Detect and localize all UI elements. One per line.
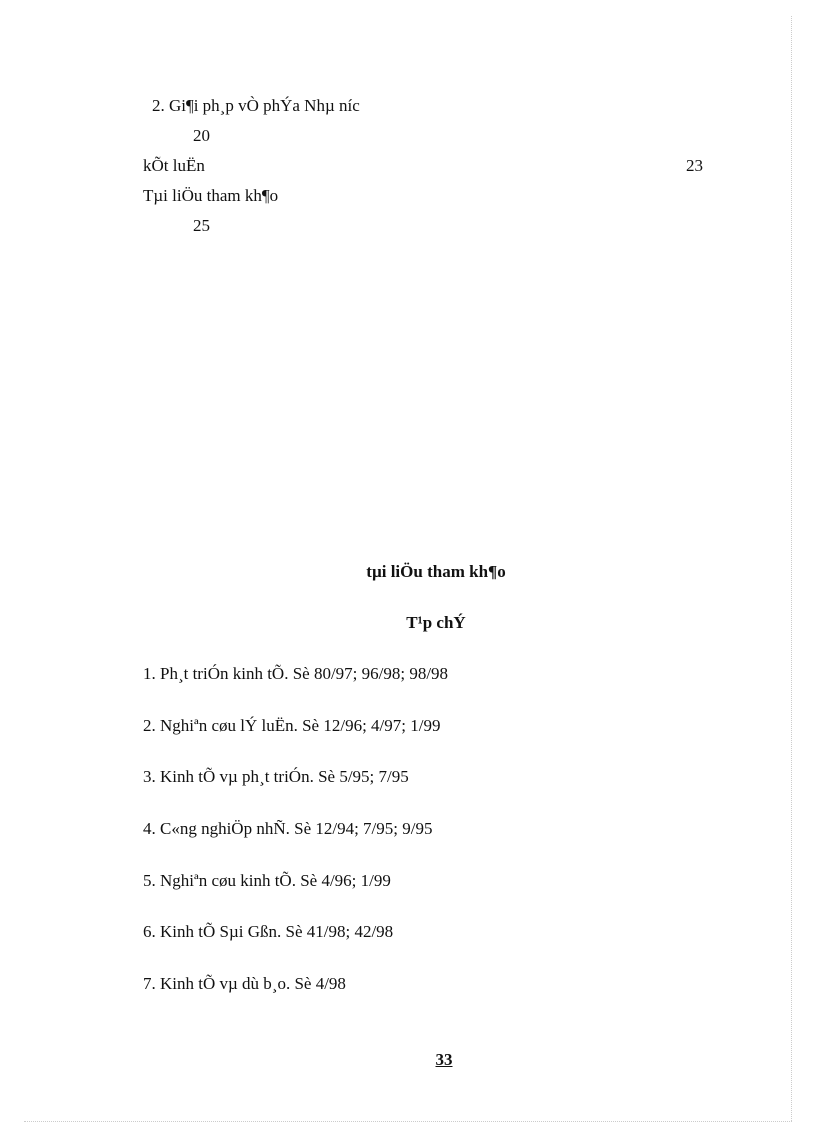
- page-number-text: 33: [435, 1050, 453, 1069]
- journals-subheading: T¹p chÝ: [406, 613, 466, 632]
- toc-entry-page: 23: [686, 156, 703, 175]
- toc-entry-page: 20: [193, 126, 210, 145]
- page-number: [0, 1050, 816, 1070]
- reference-item: 6. Kinh tÕ Sµi Gßn. Sè 41/98; 42/98: [143, 922, 394, 942]
- toc-entry-title: 2. Gi¶i ph¸p vÒ phÝa Nhµ níc: [152, 96, 360, 115]
- reference-item: 5. Nghiªn cøu kinh tÕ. Sè 4/96; 1/99: [143, 870, 391, 890]
- toc-entry-title: kÕt luËn: [143, 156, 205, 175]
- page-edge-right: [791, 16, 792, 1121]
- reference-item: 4. C«ng nghiÖp nhÑ. Sè 12/94; 7/95; 9/95: [143, 819, 433, 839]
- toc-entry-title: Tµi liÖu tham kh¶o: [143, 186, 279, 205]
- page-edge-bottom: [24, 1121, 792, 1122]
- references-heading: tµi liÖu tham kh¶o: [366, 562, 506, 581]
- toc-entry-page: 25: [193, 216, 210, 235]
- reference-item: 7. Kinh tÕ vµ dù b¸o. Sè 4/98: [143, 974, 346, 994]
- reference-item: 1. Ph¸t triÓn kinh tÕ. Sè 80/97; 96/98; 98/98: [143, 664, 449, 683]
- reference-item: 3. Kinh tÕ vµ ph¸t triÓn. Sè 5/95; 7/95: [143, 767, 409, 787]
- reference-item: 2. Nghiªn cøu lÝ luËn. Sè 12/96; 4/97; 1/99: [143, 715, 441, 735]
- reference-list: [143, 664, 448, 1026]
